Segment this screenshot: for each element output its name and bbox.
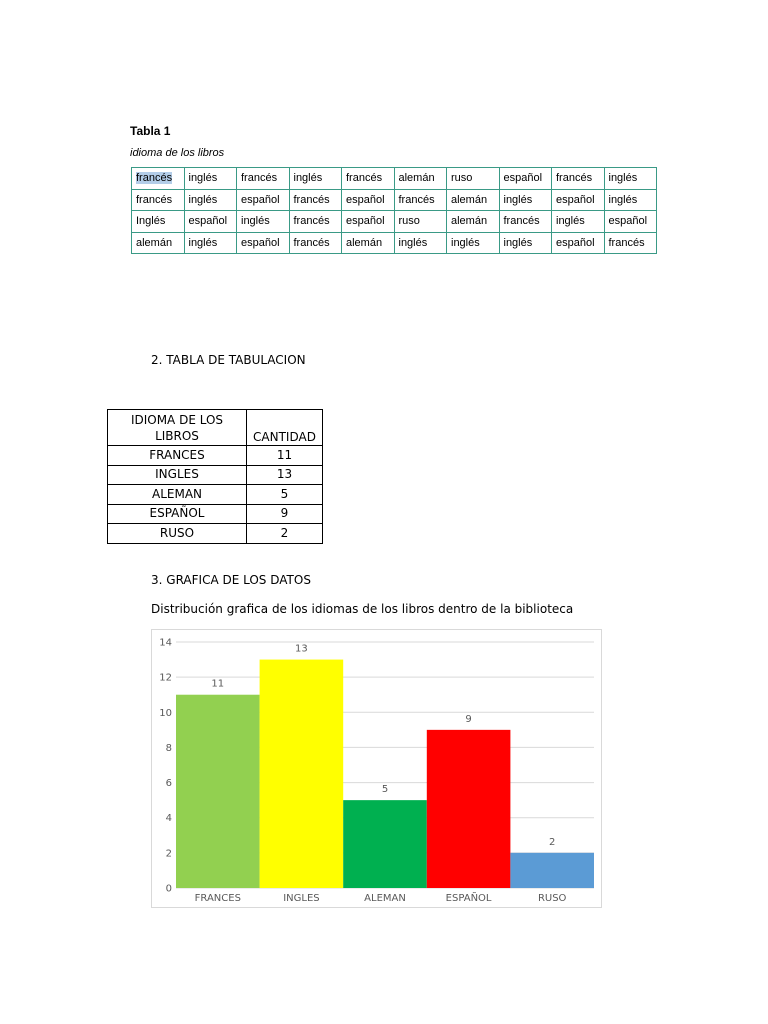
bar-ruso: [510, 853, 594, 888]
bar-español: [427, 730, 511, 888]
section2-heading: 2. TABLA DE TABULACION: [151, 353, 306, 367]
raw-data-cell-text: español: [556, 193, 595, 206]
y-tick-label: 8: [165, 742, 172, 754]
y-tick-label: 2: [165, 848, 172, 860]
bar-chart: [151, 629, 602, 908]
raw-data-cell: [289, 232, 342, 254]
raw-data-table: [131, 167, 657, 254]
raw-data-cell-text: inglés: [188, 172, 218, 185]
raw-data-cell: [394, 232, 447, 254]
raw-data-cell-text: francés: [608, 236, 645, 249]
raw-data-cell: [499, 168, 552, 190]
tabulation-header-row: [108, 410, 323, 446]
tabulation-cantidad-cell: 13: [247, 465, 323, 485]
y-tick-label: 12: [159, 672, 172, 684]
header-idioma: [108, 410, 247, 446]
raw-data-cell-text: inglés: [398, 236, 428, 249]
raw-data-row: [132, 168, 657, 190]
tabulation-cantidad-cell: 2: [247, 524, 323, 544]
data-label: 13: [295, 643, 308, 655]
raw-data-cell-text: español: [241, 236, 280, 249]
bar-chart-svg: [152, 630, 603, 909]
raw-data-cell: [604, 168, 657, 190]
tabulation-idioma-cell: ESPAÑOL: [108, 504, 247, 524]
raw-data-cell: [237, 189, 290, 211]
raw-data-cell-text: francés: [503, 215, 540, 228]
x-tick-label: ESPAÑOL: [445, 893, 492, 904]
raw-data-row: [132, 232, 657, 254]
tabulation-row: [108, 485, 323, 505]
raw-data-cell-text: francés: [136, 193, 173, 206]
raw-data-cell: [447, 232, 500, 254]
table1-title: Tabla 1: [130, 124, 171, 138]
y-tick-label: 10: [159, 707, 172, 719]
tabulation-idioma-cell: ALEMAN: [108, 485, 247, 505]
y-tick-label: 14: [159, 637, 172, 649]
raw-data-cell-text: español: [346, 215, 385, 228]
raw-data-cell: [394, 168, 447, 190]
raw-data-cell: [499, 211, 552, 233]
raw-data-cell: [552, 168, 605, 190]
raw-data-cell: [604, 211, 657, 233]
raw-data-cell-text: francés: [346, 172, 383, 185]
raw-data-cell: [237, 232, 290, 254]
raw-data-cell-text: alemán: [136, 236, 173, 249]
raw-data-cell: [184, 211, 237, 233]
tabulation-cantidad-cell: 5: [247, 485, 323, 505]
tabulation-idioma-cell: INGLES: [108, 465, 247, 485]
tabulation-row: [108, 524, 323, 544]
raw-data-cell: [184, 232, 237, 254]
raw-data-cell: [132, 211, 185, 233]
bar-ingles: [260, 660, 344, 888]
raw-data-cell-text: francés: [293, 193, 330, 206]
raw-data-cell-text: español: [556, 236, 595, 249]
raw-data-cell-text: inglés: [556, 215, 585, 228]
tabulation-idioma-cell: FRANCES: [108, 446, 247, 466]
raw-data-cell-text: Inglés: [136, 215, 166, 228]
data-label: 9: [465, 713, 472, 725]
tabulation-table: [107, 409, 323, 544]
raw-data-cell: [342, 211, 395, 233]
data-label: 5: [381, 784, 389, 796]
raw-data-cell: [237, 211, 290, 233]
header-idioma-line1: IDIOMA DE LOS: [130, 412, 224, 427]
raw-data-cell: [447, 168, 500, 190]
raw-data-cell: [289, 168, 342, 190]
raw-data-cell: [132, 168, 185, 190]
raw-data-row: [132, 189, 657, 211]
section3-heading: 3. GRAFICA DE LOS DATOS: [151, 573, 311, 587]
raw-data-cell: [552, 232, 605, 254]
header-idioma-line2: LIBROS: [155, 428, 199, 443]
x-tick-label: FRANCES: [194, 893, 241, 904]
tabulation-row: [108, 446, 323, 466]
raw-data-cell-text: alemán: [451, 193, 488, 206]
bar-aleman: [343, 800, 427, 888]
raw-data-cell: [342, 232, 395, 254]
raw-data-cell-text: español: [503, 172, 543, 185]
raw-data-cell-text: español: [608, 215, 648, 228]
raw-data-cell-text: inglés: [293, 172, 323, 185]
raw-data-cell-text: ruso: [398, 215, 420, 228]
raw-data-cell: [394, 211, 447, 233]
raw-data-cell-text: inglés: [608, 172, 638, 185]
tabulation-row: [108, 465, 323, 485]
data-label: 11: [211, 678, 225, 690]
raw-data-cell-text: ruso: [451, 172, 473, 185]
raw-data-cell: [604, 189, 657, 211]
raw-data-cell: [237, 168, 290, 190]
chart-caption: Distribución grafica de los idiomas de los libros dentro de la biblioteca: [151, 602, 574, 616]
tabulation-cantidad-cell: 11: [247, 446, 323, 466]
raw-data-cell-text: español: [241, 193, 280, 206]
raw-data-cell-text: francés: [293, 215, 330, 228]
tabulation-row: [108, 504, 323, 524]
raw-data-cell: [342, 189, 395, 211]
raw-data-cell: [552, 189, 605, 211]
raw-data-cell-text: español: [188, 215, 228, 228]
raw-data-cell: [289, 211, 342, 233]
raw-data-cell-text: inglés: [241, 215, 270, 228]
raw-data-cell-text: inglés: [188, 193, 218, 206]
raw-data-cell: [342, 168, 395, 190]
tabulation-idioma-cell: RUSO: [108, 524, 247, 544]
raw-data-cell-text: francés: [556, 172, 593, 185]
raw-data-cell: [394, 189, 447, 211]
x-tick-label: ALEMAN: [364, 893, 406, 904]
raw-data-cell-text: alemán: [346, 236, 383, 249]
x-tick-label: INGLES: [283, 893, 320, 904]
raw-data-cell-text: francés: [136, 172, 173, 185]
raw-data-cell-text: español: [346, 193, 385, 206]
raw-data-cell-text: francés: [241, 172, 278, 185]
raw-data-cell: [499, 189, 552, 211]
raw-data-cell-text: inglés: [188, 236, 218, 249]
table1-subtitle: idioma de los libros: [130, 147, 225, 159]
raw-data-cell: [289, 189, 342, 211]
raw-data-cell: [132, 189, 185, 211]
raw-data-cell-text: inglés: [608, 193, 638, 206]
raw-data-row: [132, 211, 657, 233]
raw-data-cell: [447, 189, 500, 211]
raw-data-cell: [184, 168, 237, 190]
x-tick-label: RUSO: [537, 893, 567, 904]
raw-data-cell: [447, 211, 500, 233]
raw-data-cell: [552, 211, 605, 233]
raw-data-cell: [604, 232, 657, 254]
raw-data-cell-text: alemán: [451, 215, 488, 228]
tabulation-cantidad-cell: 9: [247, 504, 323, 524]
raw-data-cell: [132, 232, 185, 254]
bar-frances: [176, 695, 260, 888]
y-tick-label: 0: [165, 883, 172, 895]
raw-data-cell-text: francés: [398, 193, 435, 206]
y-tick-label: 4: [165, 813, 172, 825]
raw-data-cell-text: alemán: [398, 172, 435, 185]
data-label: 2: [549, 836, 556, 848]
raw-data-cell-text: francés: [293, 236, 330, 249]
raw-data-cell: [499, 232, 552, 254]
raw-data-cell-text: inglés: [503, 236, 533, 249]
raw-data-cell-text: inglés: [503, 193, 533, 206]
raw-data-cell-text: inglés: [451, 236, 480, 249]
y-tick-label: 6: [165, 778, 172, 790]
raw-data-cell: [184, 189, 237, 211]
header-cantidad: CANTIDAD: [247, 410, 323, 446]
